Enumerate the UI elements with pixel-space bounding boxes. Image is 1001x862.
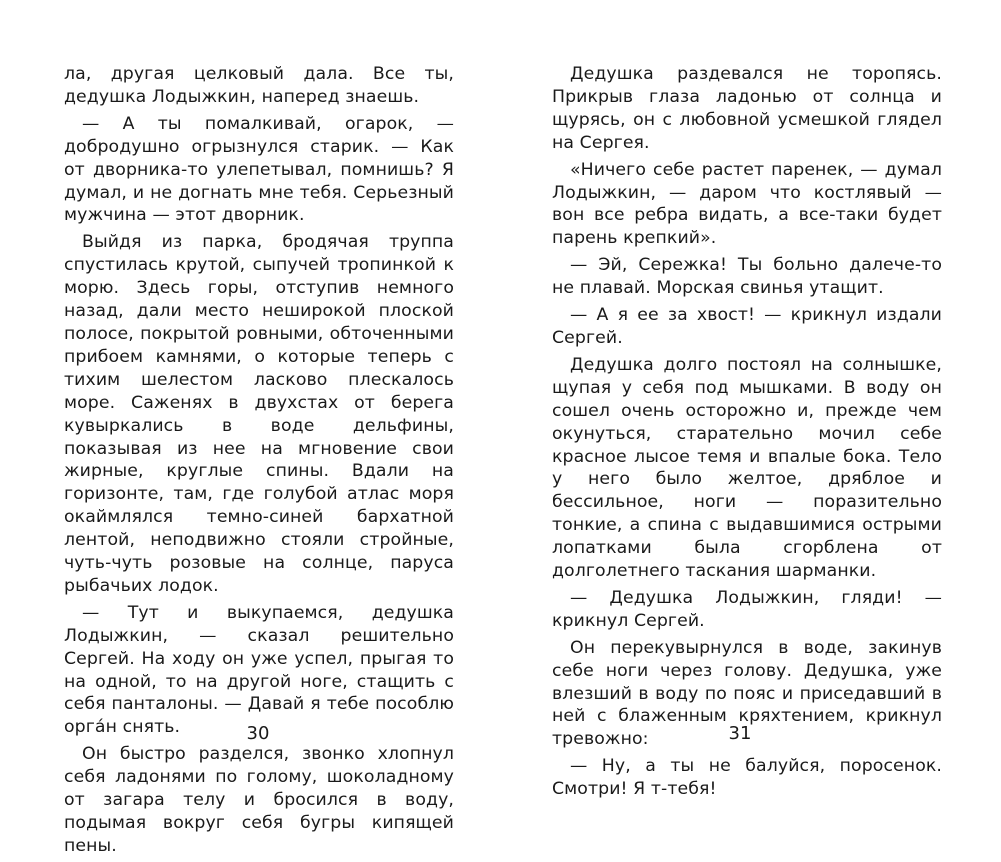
paragraph: — Ну, а ты не балуйся, поросенок. Смотри! Я т-тебя! — [552, 756, 942, 800]
paragraph: Дедушка раздевался не торопясь. Прикрыв глаза ладонью от солнца и щурясь, он с любовной усмешкой глядел на Сергея. — [552, 64, 942, 153]
paragraph: — А я ее за хвост! — крикнул издали Сергей. — [552, 305, 942, 348]
paragraph: — Тут и выкупаемся, дедушка Лодыжкин, — сказал решительно Сергей. На ходу он уже успел, прыгая то на одной, то на другой ноге, стащить с себя панталоны. — Давай я тебе пособлю орга́н снять. — [64, 602, 454, 738]
paragraph: — Дедушка Лодыжкин, гляди! — крикнул Сергей. — [552, 587, 942, 631]
paragraph: ла, другая целковый дала. Все ты, дедушка Лодыжкин, наперед знаешь. — [64, 64, 454, 107]
paragraph: Выйдя из парка, бродячая труппа спустилась крутой, сыпучей тропинкой к морю. Здесь горы, отступив немного назад, дали место неширокой плоской полосе, покрытой ровными, обточенными прибоем камнями, о которые теперь с тихим шелестом ласково плескалось море. Саженях в двухстах от берега кувыркались в воде дельфины, показывая из нее на мгновение свои жирные, круглые спины. Вдали на горизонте, там, где голубой атлас моря окаймлялся темно-синей бархатной лентой, неподвижно стояли стройные, чуть-чуть розовые на солнце, паруса рыбачьих лодок. — [64, 232, 454, 596]
right-page-text — [552, 63, 942, 801]
right-page — [552, 63, 942, 805]
page-number-right: 31 — [728, 723, 752, 744]
paragraph: «Ничего себе растет паренек, — думал Лодыжкин, — даром что костлявый — вон все ребра видать, а все-таки будет парень крепкий». — [552, 159, 942, 249]
paragraph: Он быстро разделся, звонко хлопнул себя ладонями по голому, шоколадному от загара телу и бросился в воду, подымая вокруг себя бугры кипящей пены. — [64, 744, 454, 856]
page-number-left: 30 — [246, 723, 270, 744]
paragraph: Он перекувырнулся в воде, закинув себе ноги через голову. Дедушка, уже влезший в воду по пояс и приседавший в ней с блаженным кряхтением, крикнул тревожно: — [552, 637, 942, 750]
paragraph: — А ты помалкивай, огарок, — добродушно огрызнулся старик. — Как от дворника-то улепетывал, помнишь? Я думал, и не догнать мне тебя. Серьезный мужчина — этот дворник. — [64, 113, 454, 226]
paragraph: Дедушка долго постоял на солнышке, щупая у себя под мышками. В воду он сошел очень осторожно и, прежде чем окунуться, старательно мочил себе красное лысое темя и впалые бока. Тело у него было желтое, дряблое и бессильное, ноги — поразительно тонкие, а спина с выдавшимися острыми лопатками была сгорблена от долголетнего таскания шарманки. — [552, 354, 942, 582]
paragraph: — Эй, Сережка! Ты больно далече-то не плавай. Морская свинья утащит. — [552, 255, 942, 299]
